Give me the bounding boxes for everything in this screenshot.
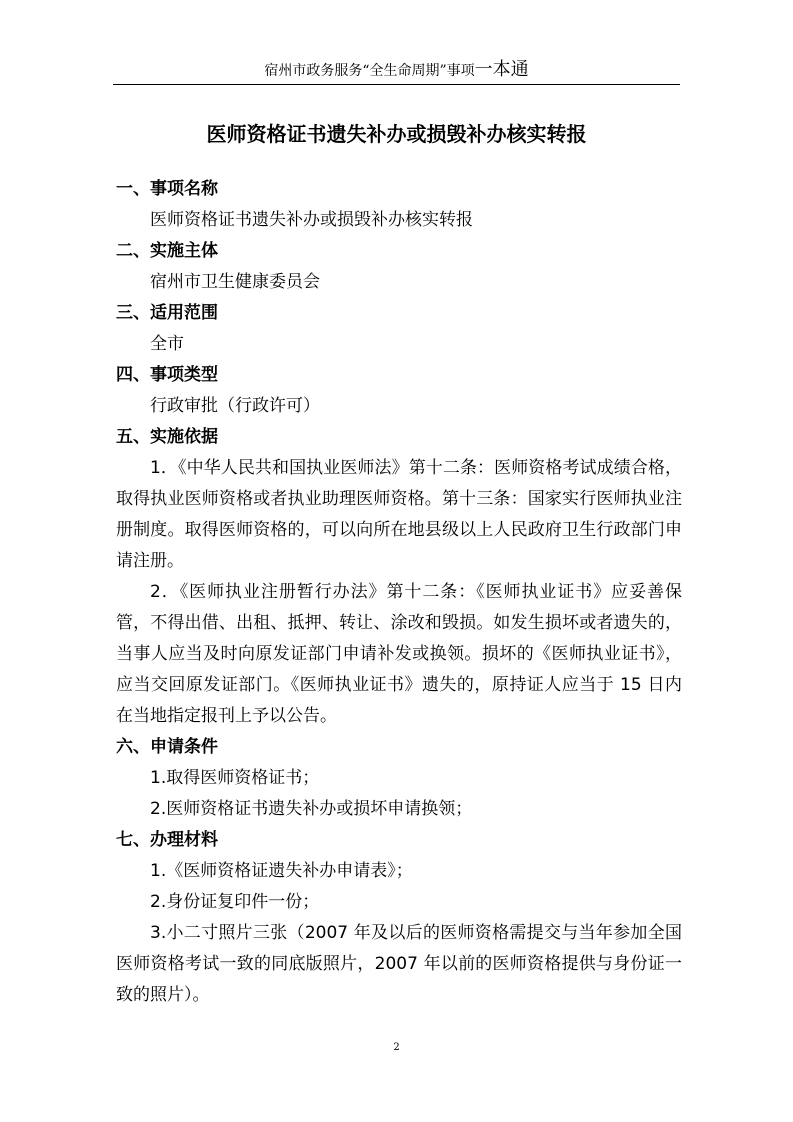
section-heading-scope: 三、适用范围 [116,303,218,323]
document-body [116,174,682,1011]
header-emphasis: 一本通 [474,59,529,80]
condition-item-2: 2.医师资格证书遗失补办或损坏申请换领； [150,799,473,819]
item-type-value: 行政审批（行政许可） [150,396,320,416]
section-heading-item-type: 四、事项类型 [116,365,218,385]
header-rule [113,84,680,85]
running-header [0,60,793,81]
header-text: 宿州市政务服务“全生命周期”事项 [264,63,475,79]
document-title: 医师资格证书遗失补办或损毁补办核实转报 [206,122,587,146]
section-heading-implementing-body: 二、实施主体 [116,241,218,261]
condition-item-1: 1.取得医师资格证书； [150,768,320,788]
page-number: 2 [393,1042,400,1053]
material-item-3: 3.小二寸照片三张（2007 年及以后的医师资格需提交与当年参加全国医师资格考试一致的同底版照片，2007 年以前的医师资格提供与身份证一致的照片）。 [116,923,682,1005]
section-heading-materials: 七、办理材料 [116,830,218,850]
material-item-1: 1.《医师资格证遗失补办申请表》； [150,861,413,881]
section-heading-item-name: 一、事项名称 [116,179,218,199]
section-heading-legal-basis: 五、实施依据 [116,427,218,447]
legal-basis-paragraph-2: 2．《医师执业注册暂行办法》第十二条：《医师执业证书》应妥善保管，不得出借、出租、抵押、转让、涂改和毁损。如发生损坏或者遗失的，当事人应当及时向原发证部门申请补发或换领。损坏的《医师执业证书》，应当交回原发证部门。《医师执业证书》遗失的，原持证人应当于 15 日内在当地指定报刊上予以公告。 [116,582,682,726]
legal-basis-paragraph-1: 1．《中华人民共和国执业医师法》第十二条：医师资格考试成绩合格，取得执业医师资格或者执业助理医师资格。第十三条：国家实行医师执业注册制度。取得医师资格的，可以向所在地县级以上人民政府卫生行政部门申请注册。 [116,458,682,571]
section-heading-conditions: 六、申请条件 [116,737,218,757]
material-item-2: 2.身份证复印件一份； [150,892,320,912]
scope-value: 全市 [150,334,184,354]
implementing-body-value: 宿州市卫生健康委员会 [150,272,320,292]
item-name-value: 医师资格证书遗失补办或损毁补办核实转报 [150,210,473,230]
